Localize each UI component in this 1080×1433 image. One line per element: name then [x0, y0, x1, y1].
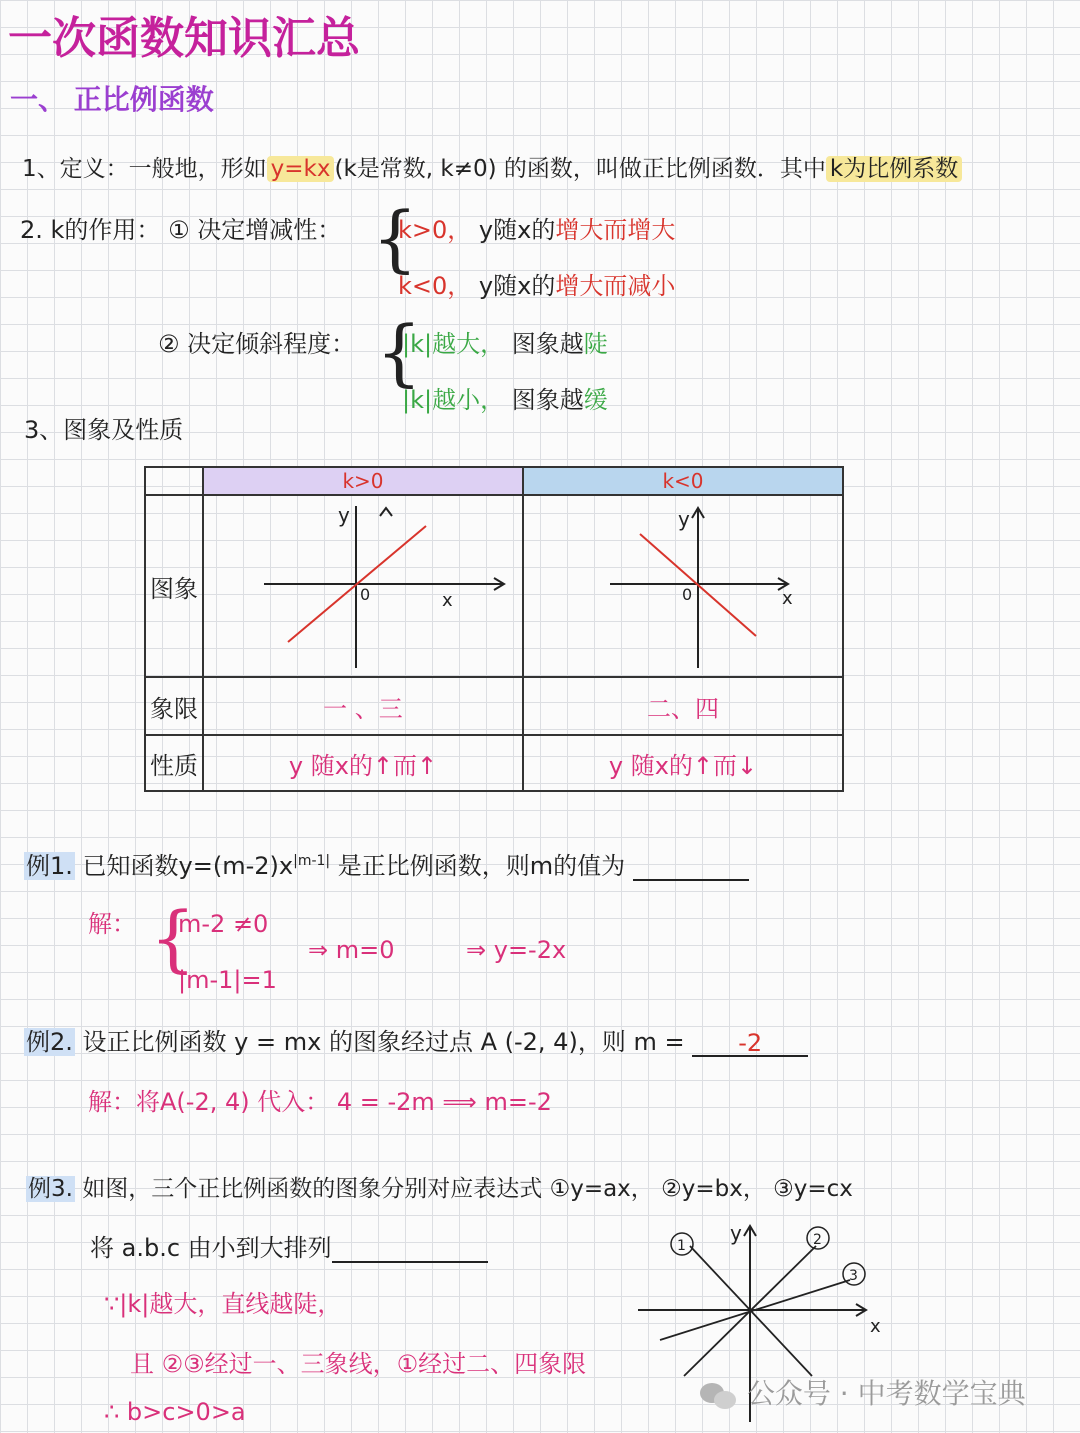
case3-cond: |k|越大，: [402, 330, 505, 358]
example2-question: [24, 1022, 808, 1057]
section-heading: 一、 正比例函数: [10, 84, 214, 115]
example1-brace: {: [150, 896, 196, 980]
fig-axis-y: y: [730, 1221, 742, 1245]
axis-y-label: y: [678, 507, 690, 531]
graph-heading: 3、图象及性质: [24, 416, 184, 444]
definition-highlight: k为比例系数: [826, 156, 962, 182]
example1-text-a: 已知函数y=(m-2)x: [82, 852, 294, 880]
example1-label: 例1.: [26, 852, 73, 880]
case3-text: 图象越: [511, 330, 584, 358]
fig-axis-x: x: [870, 1316, 881, 1337]
page-title: 一次函数知识汇总: [8, 14, 360, 63]
example3-sol1: ∵|k|越大，直线越陡，: [104, 1290, 342, 1318]
case2-text: y随x的: [478, 272, 556, 300]
positive-slope-graph: [204, 496, 522, 672]
negative-slope-graph: [524, 496, 842, 672]
example1-solution-label: 解：: [88, 910, 136, 938]
row-label-graph: 图象: [145, 495, 203, 677]
case4-text: 图象越: [511, 386, 584, 414]
property-k-negative: y 随x的↑而↓: [523, 735, 843, 791]
fig-label-1: 1: [677, 1238, 686, 1254]
example1-question: [24, 846, 749, 881]
row-label-property: 性质: [145, 735, 203, 791]
example1-answer-blank: [633, 853, 749, 881]
example3-sol2: 且 ②③经过一、三象线，①经过二、四象限: [130, 1350, 587, 1378]
example3-sol3: ∴ b>c>0>a: [104, 1398, 246, 1426]
graph-k-negative: [523, 495, 843, 677]
case1-cond: k>0，: [398, 216, 472, 244]
example2-label: 例2.: [26, 1028, 73, 1056]
axis-y-label: y: [338, 503, 350, 527]
fig-label-3: 3: [849, 1268, 858, 1284]
example3-line2-text: 将 a.b.c 由小到大排列: [90, 1234, 332, 1262]
header-k-negative: k<0: [523, 467, 843, 495]
item2-number: ②: [158, 330, 180, 358]
example3-n3: ③: [773, 1176, 794, 1202]
example3-f3: y=cx: [793, 1176, 853, 1202]
watermark-text: 公众号 · 中考数学宝典: [746, 1377, 1026, 1410]
example1-sol-step1: ⇒ m=0: [308, 936, 395, 964]
header-k-positive: k>0: [203, 467, 523, 495]
example3-n2: ②: [661, 1176, 682, 1202]
case1-text: y随x的: [478, 216, 556, 244]
quadrant-k-negative: 二、四: [523, 677, 843, 735]
example1-text-b: 是正比例函数，则m的值为: [337, 852, 626, 880]
definition-middle: (k是常数, k≠0) 的函数，叫做正比例函数．其中: [334, 156, 826, 182]
case4-cond: |k|越小，: [402, 386, 505, 414]
example3-text: 如图，三个正比例函数的图象分别对应表达式: [82, 1176, 543, 1202]
definition-formula: y=kx: [267, 156, 335, 182]
axis-x-label: x: [442, 590, 453, 611]
properties-table: [144, 466, 844, 792]
example3-line2: [90, 1228, 488, 1263]
case2-result: 增大而减小: [555, 272, 676, 300]
example2-answer: -2: [692, 1029, 808, 1057]
quadrant-k-positive: 一 、三: [203, 677, 523, 735]
row-label-quadrant: 象限: [145, 677, 203, 735]
graph-k-positive: [203, 495, 523, 677]
item2-label: 决定倾斜程度：: [187, 330, 356, 358]
origin-label: 0: [682, 585, 693, 604]
k-role-title: 2. k的作用：: [20, 216, 161, 244]
case3-result: 陡: [583, 330, 608, 358]
brace-2: {: [376, 310, 422, 394]
wechat-icon: [700, 1381, 738, 1409]
k-role-heading: [20, 210, 341, 245]
case3-line: [402, 324, 608, 359]
case1-line: [398, 210, 675, 245]
example2-solution: 解：将A(-2, 4) 代入： 4 = -2m ⟹ m=-2: [88, 1088, 552, 1116]
origin-label: 0: [360, 585, 371, 604]
fig-label-2: 2: [813, 1232, 822, 1248]
example3-question: [26, 1170, 853, 1203]
case2-line: [398, 266, 675, 301]
item2-line: [158, 324, 355, 359]
item1-label: 决定增减性：: [197, 216, 342, 244]
case4-line: [402, 380, 608, 415]
example3-n1: ①: [549, 1176, 571, 1202]
watermark: [700, 1372, 1026, 1412]
example1-exponent: |m-1|: [293, 853, 331, 869]
example1-sol-line1: m-2 ≠0: [178, 910, 269, 938]
example1-sol-line2: |m-1|=1: [178, 966, 277, 994]
definition-prefix: 1、定义：一般地，形如: [22, 156, 267, 182]
example1-sol-step2: ⇒ y=-2x: [466, 936, 567, 964]
table-corner: [145, 467, 203, 495]
case1-result: 增大而增大: [555, 216, 676, 244]
case4-result: 缓: [583, 386, 608, 414]
brace-1: {: [372, 196, 418, 280]
case2-cond: k<0，: [398, 272, 472, 300]
example3-label: 例3.: [28, 1176, 73, 1202]
example3-answer-blank: [332, 1235, 488, 1263]
example3-f2: y=bx，: [681, 1176, 766, 1202]
axis-x-label: x: [782, 588, 793, 609]
example2-text: 设正比例函数 y = mx 的图象经过点 A (-2, 4)，则 m =: [82, 1028, 685, 1056]
item1-number: ①: [168, 216, 190, 244]
property-k-positive: y 随x的↑而↑: [203, 735, 523, 791]
example3-f1: y=ax，: [570, 1176, 654, 1202]
definition-line: [22, 150, 962, 183]
